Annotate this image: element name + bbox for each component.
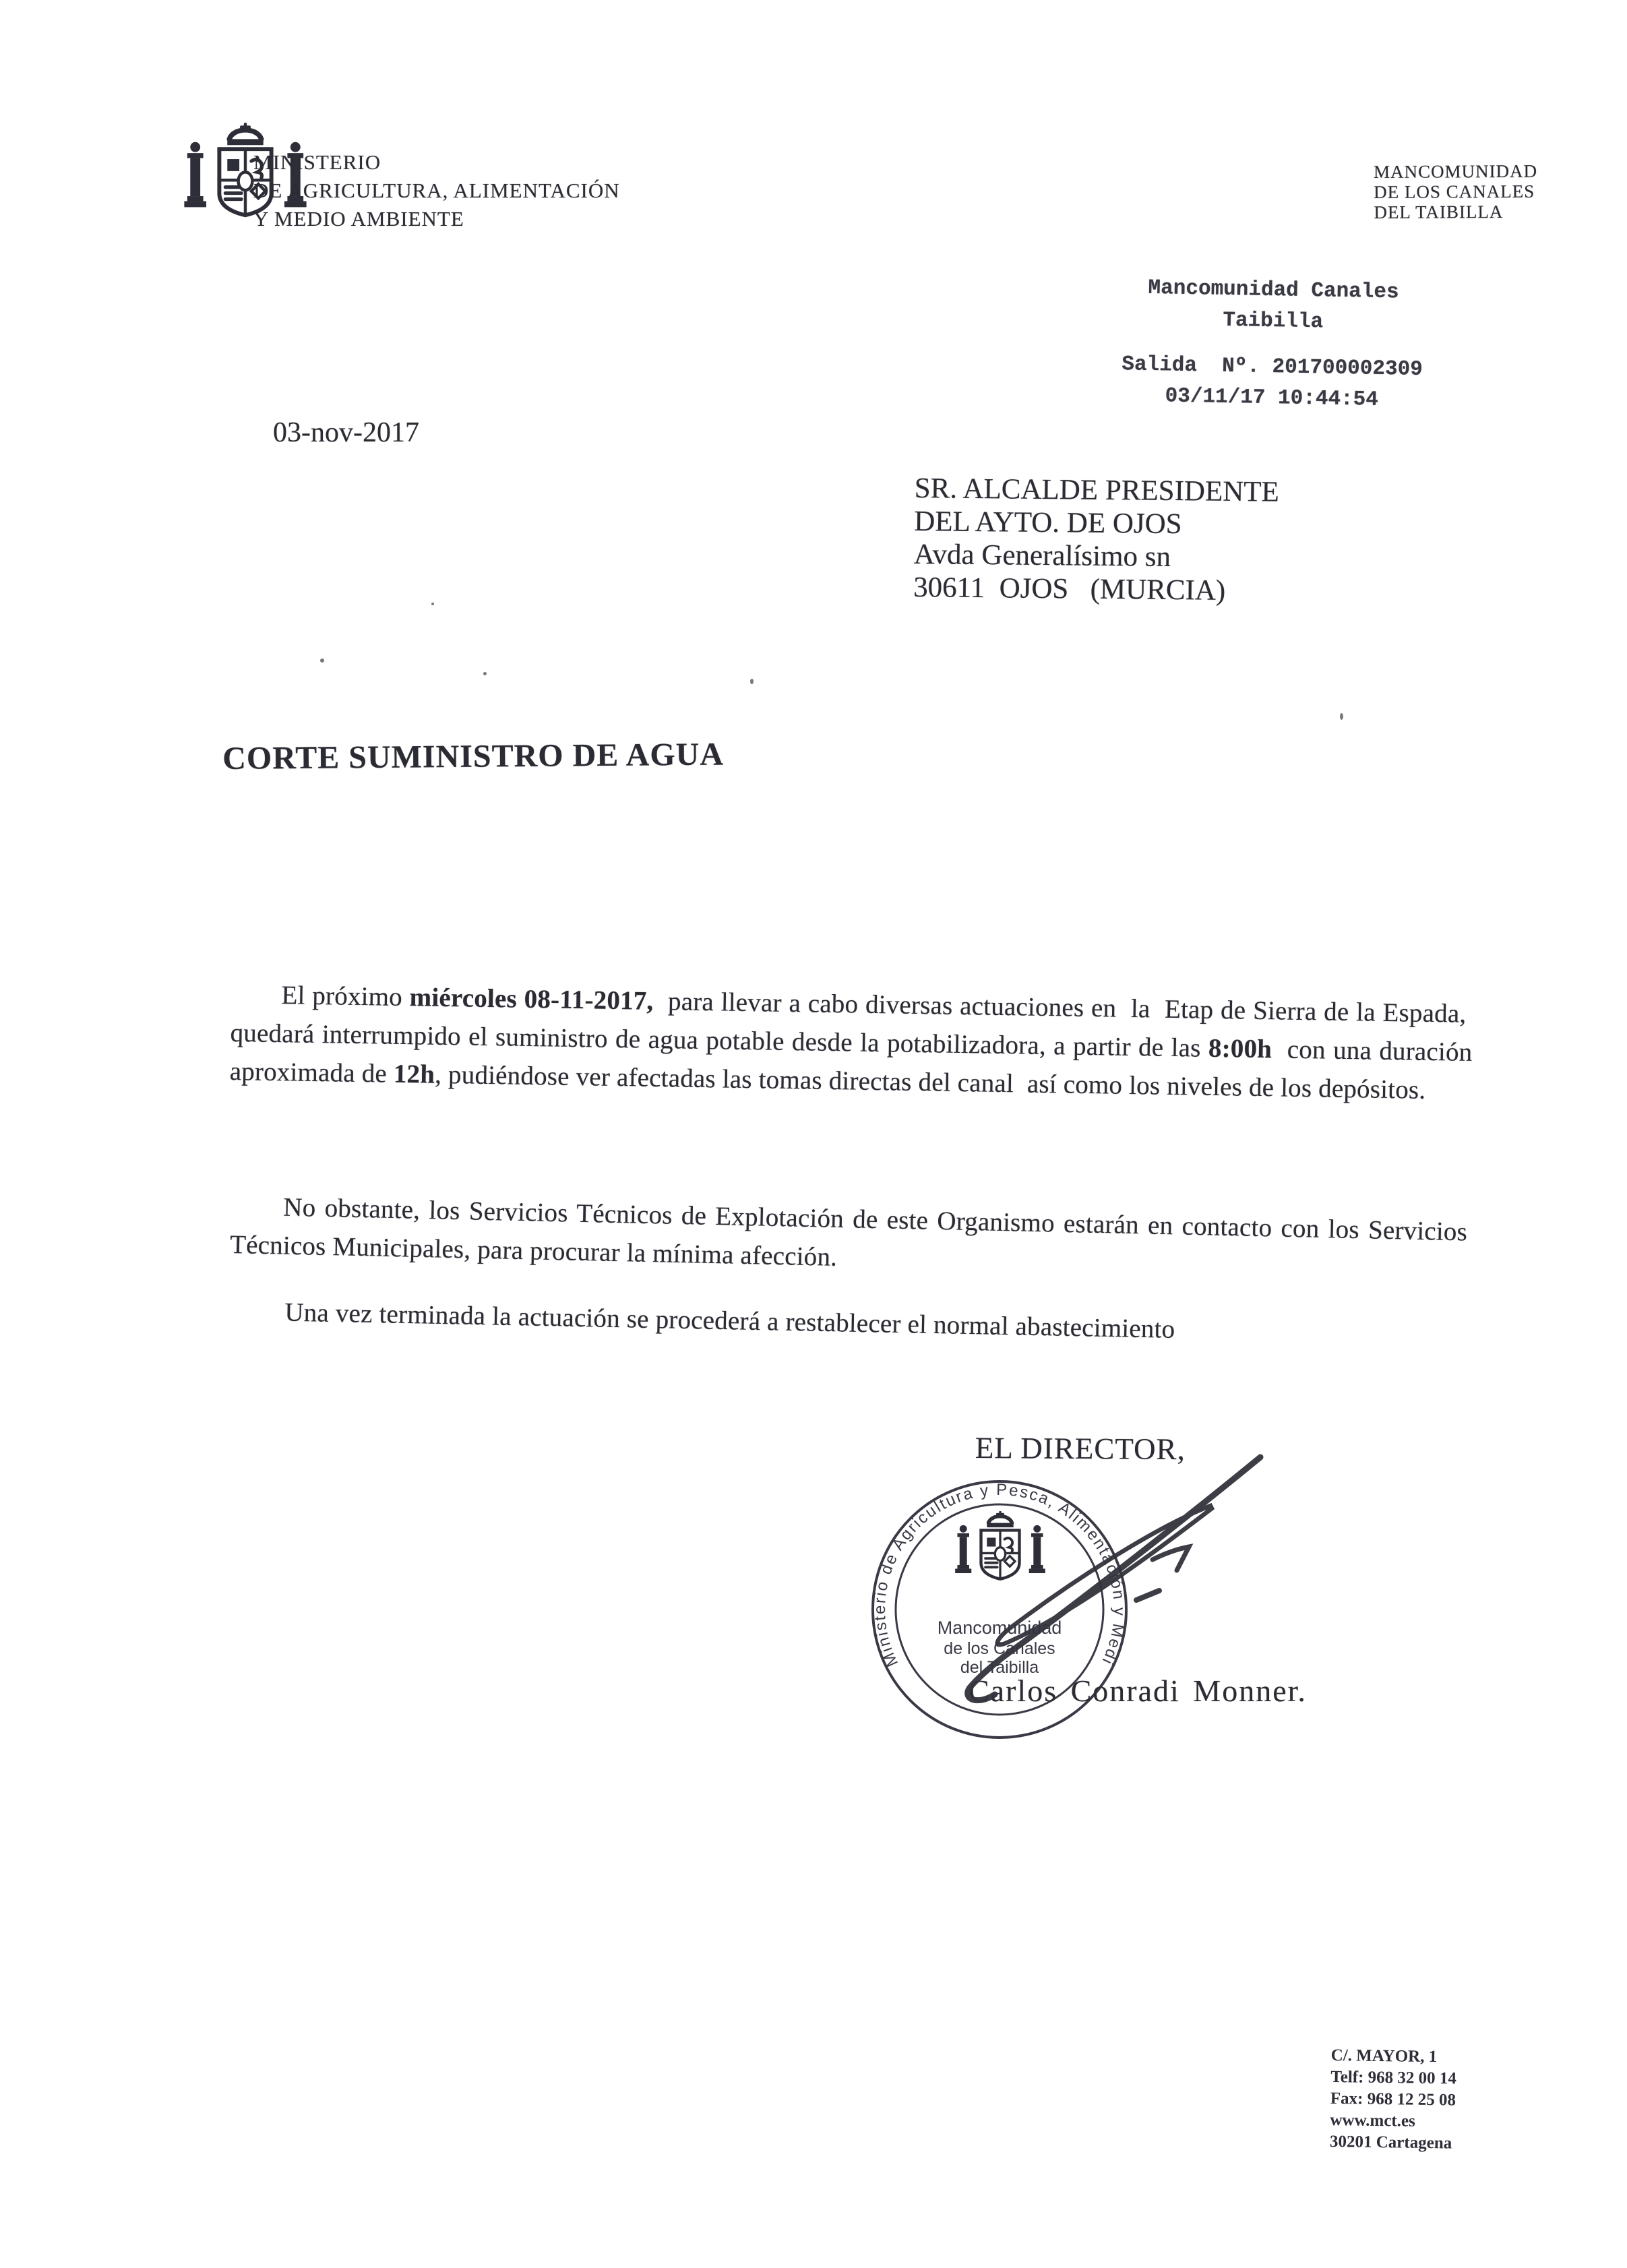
signer-role: EL DIRECTOR, [975, 1431, 1186, 1467]
registry-stamp [1109, 272, 1436, 417]
footer-line: Fax: 968 12 25 08 [1330, 2089, 1456, 2110]
recipient-line: DEL AYTO. DE OJOS [913, 505, 1182, 541]
scan-speck [320, 658, 324, 663]
scan-speck [750, 679, 754, 684]
p1-text: para llevar a cabo diversas actuaciones en la Etap de Sierra de la Espada, quedará interrumpido el suministro de agua potable desde la potabilizadora, a partir de las [230, 986, 1473, 1063]
ministry-line: DE AGRICULTURA, ALIMENTACIÓN [253, 179, 620, 202]
body-paragraph-1 [229, 975, 1473, 1110]
ministry-line: MINISTERIO [253, 150, 381, 174]
footer-line: www.mct.es [1330, 2110, 1415, 2131]
footer-contact [1330, 2045, 1457, 2155]
handwritten-signature [930, 1414, 1402, 1738]
p1-bold-duration: 12h [393, 1059, 435, 1089]
recipient-line: 30611 OJOS (MURCIA) [913, 571, 1226, 607]
stamp-center-line: de los Canales [944, 1639, 1055, 1658]
stamp-center-line: Mancomunidad [937, 1618, 1062, 1638]
body-paragraph-2: No obstante, los Servicios Técnicos de Explotación de este Organismo estarán en contacto con los Servicios Técnicos Municipales, para procurar la mínima afección. [229, 1192, 1468, 1272]
organization-line: DEL TAIBILLA [1374, 201, 1504, 222]
footer-line: Telf: 968 32 00 14 [1330, 2067, 1457, 2088]
stamp-ring-text: Ministerio de Agricultura y Pesca, Alimentación y Medio Ambiente [858, 1463, 1129, 1669]
stamp-center-line: del Taibilla [960, 1658, 1039, 1677]
scan-speck [431, 603, 434, 605]
p1-text: con una duración aproximada de [229, 1035, 1473, 1089]
subject-title: CORTE SUMINISTRO DE AGUA [222, 736, 725, 776]
p1-bold-date: miércoles 08-11-2017, [409, 983, 654, 1016]
registry-salida-number: Salida Nº. 201700002309 [1122, 353, 1423, 382]
organization-line: DE LOS CANALES [1374, 181, 1535, 202]
registry-datetime: 03/11/17 10:44:54 [1165, 384, 1379, 412]
signer-name: Carlos Conradi Monner. [969, 1674, 1307, 1708]
organization-header [1374, 161, 1537, 222]
p1-text: El próximo [281, 981, 410, 1012]
recipient-line: Avda Generalísimo sn [913, 538, 1171, 573]
registry-org-line: Mancomunidad Canales [1148, 276, 1399, 305]
scan-speck [1340, 713, 1343, 720]
registry-org-line: Taibilla [1223, 308, 1324, 334]
recipient-address [913, 472, 1279, 608]
ministry-line: Y MEDIO AMBIENTE [253, 207, 464, 231]
p1-bold-start-time: 8:00h [1208, 1033, 1272, 1064]
p1-text: , pudiéndose ver afectadas las tomas directas del canal así como los niveles de los depósitos. [434, 1060, 1426, 1105]
organization-line: MANCOMUNIDAD [1374, 160, 1538, 182]
footer-line: C/. MAYOR, 1 [1330, 2046, 1438, 2066]
letter-date: 03-nov-2017 [273, 417, 419, 448]
scan-speck [483, 672, 487, 675]
ministry-header [253, 148, 620, 233]
footer-line: 30201 Cartagena [1329, 2132, 1452, 2153]
recipient-line: SR. ALCALDE PRESIDENTE [914, 472, 1280, 508]
body-paragraph-3: Una vez terminada la actuación se procederá a restablecer el normal abastecimiento [284, 1297, 1175, 1344]
